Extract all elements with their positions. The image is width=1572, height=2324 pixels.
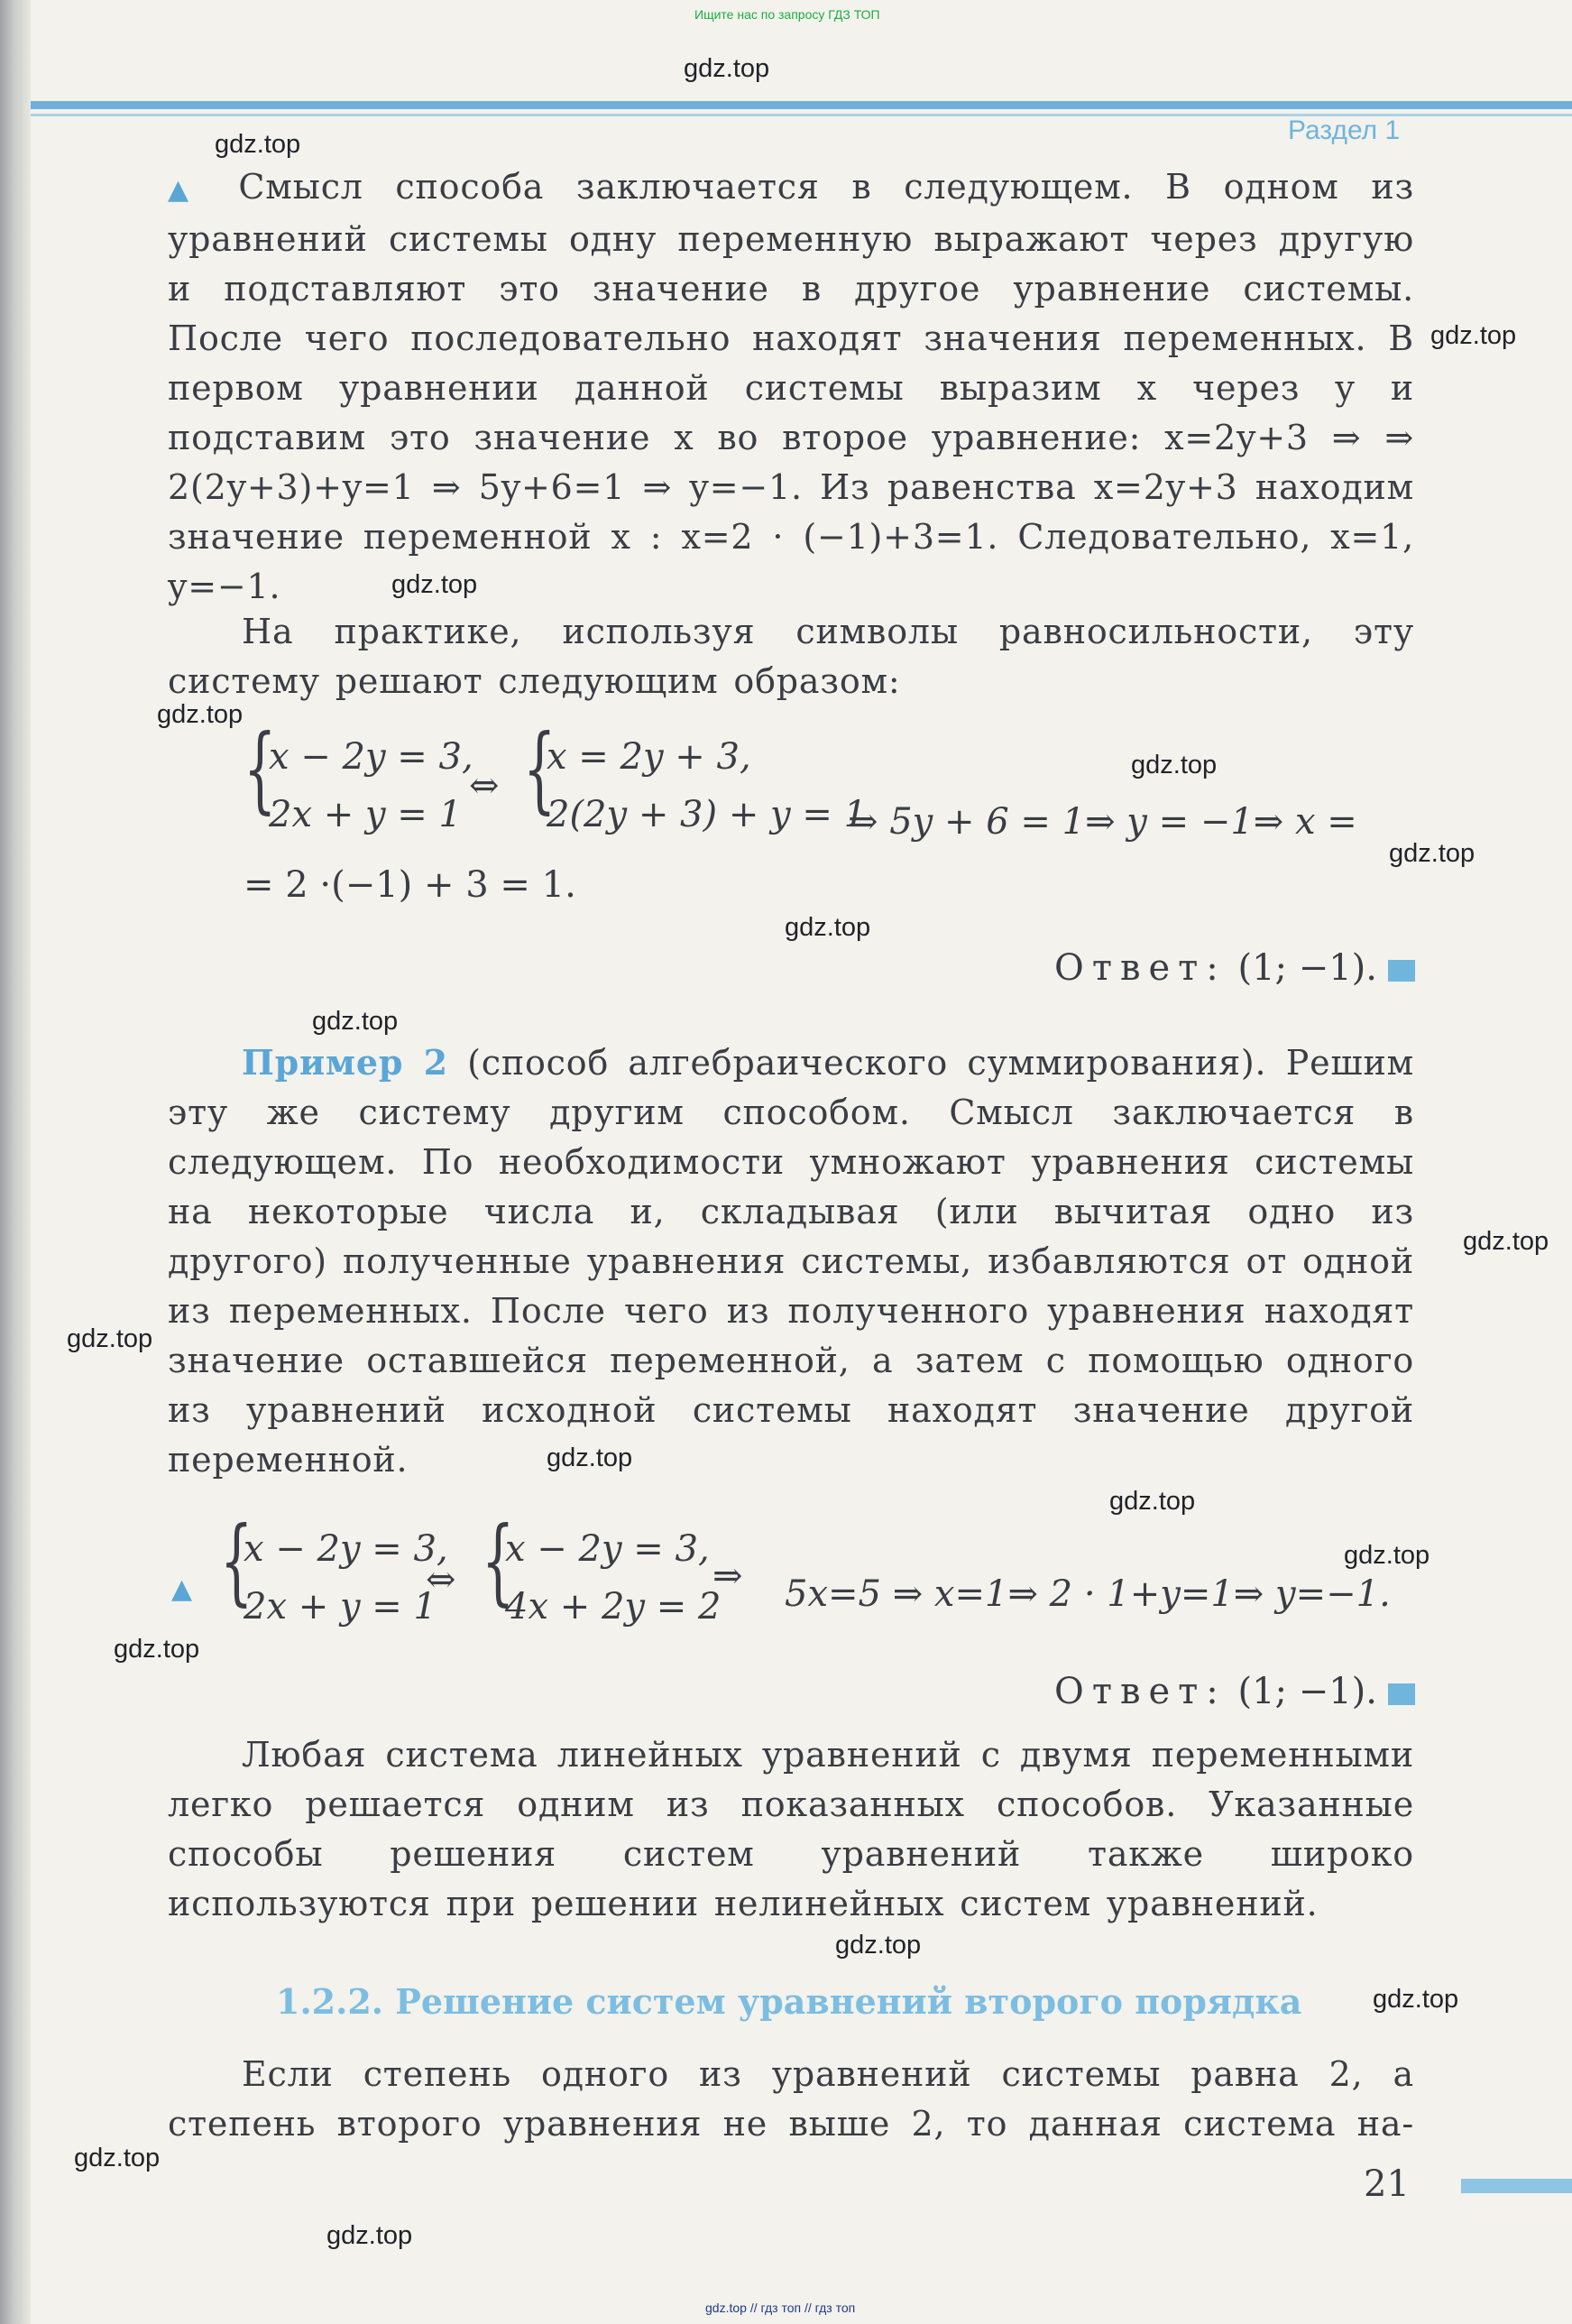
- paragraph-5-text: Если степень одного из уравнений системы равна 2, а степень второго уравнения не выше 2, то данная система на-: [168, 2054, 1414, 2144]
- top-notice: Ищите нас по запросу ГДЗ ТОП: [694, 7, 880, 22]
- left-brace-icon: {: [244, 714, 277, 824]
- answer-label: Ответ:: [1054, 947, 1227, 989]
- paragraph-5: [168, 2050, 1414, 2149]
- watermark: gdz.top: [74, 2144, 161, 2172]
- watermark: gdz.top: [684, 54, 770, 83]
- paragraph-3: [168, 1038, 1414, 1485]
- paragraph-3-text: (способ алгебраического суммирования). Решим эту же систему другим способом. Смысл заключается в следующем. По необходимости умножают уравнения системы на некоторые числа и, складывая (или вычитая одно из другого) полученные уравнения системы, избавляются от одной из переменных. После чего из полученного уравнения находят значение оставшейся переменной, а затем с помощью одного из уравнений исходной системы находят значение другой переменной.: [168, 1043, 1414, 1480]
- paragraph-2: [168, 607, 1414, 706]
- paragraph-4: [168, 1730, 1414, 1929]
- system3-equation-1: x − 2y = 3,: [244, 1528, 448, 1570]
- watermark: gdz.top: [1389, 839, 1475, 868]
- watermark: gdz.top: [1463, 1227, 1549, 1256]
- answer-1: [1054, 947, 1415, 989]
- left-brace-icon: {: [523, 714, 556, 824]
- book-binding-shadow: [0, 0, 31, 2324]
- watermark: gdz.top: [326, 2221, 413, 2250]
- equation-system-1: [244, 714, 1434, 909]
- example-2-label: Пример 2: [242, 1042, 448, 1083]
- answer-2: [1054, 1671, 1415, 1712]
- watermark: gdz.top: [67, 1324, 153, 1353]
- header-rule: [31, 101, 1572, 109]
- equivalence-symbol: ⇔: [426, 1559, 456, 1600]
- paragraph-4-text: Любая система линейных уравнений с двумя переменными легко решается одним из показанных способов. Указанные способы решения систем уравнений также широко используются при решении нелинейных систем уравнений.: [168, 1735, 1414, 1923]
- end-of-solution-icon: [1388, 960, 1415, 982]
- left-brace-icon: {: [482, 1506, 515, 1616]
- footer-rule: [1461, 2179, 1572, 2193]
- paragraph-2-text: На практике, используя символы равносильности, эту систему решают следующим образом:: [168, 612, 1414, 701]
- watermark: gdz.top: [1373, 1985, 1459, 2014]
- watermark: gdz.top: [312, 1007, 399, 1036]
- watermark: gdz.top: [114, 1635, 200, 1664]
- answer-value: (1; −1).: [1237, 947, 1377, 989]
- watermark: gdz.top: [547, 1443, 633, 1472]
- solution-chain-2: 5x=5 ⇒ x=1⇒ 2 · 1+y=1⇒ y=−1.: [785, 1573, 1391, 1615]
- watermark: gdz.top: [391, 570, 478, 599]
- system4-equation-2: 4x + 2y = 2: [505, 1586, 722, 1628]
- solution-line-2: = 2 ·(−1) + 3 = 1.: [244, 864, 576, 906]
- subsection-heading: 1.2.2. Решение систем уравнений второго порядка: [276, 1981, 1302, 2022]
- page-number: 21: [1364, 2163, 1410, 2205]
- system4-equation-1: x − 2y = 3,: [505, 1528, 710, 1570]
- equation-system-2: [171, 1506, 1416, 1640]
- triangle-marker-icon: ▲: [168, 174, 207, 206]
- watermark: gdz.top: [785, 913, 871, 942]
- solution-chain: ⇒ 5y + 6 = 1⇒ y = −1⇒ x =: [848, 801, 1357, 843]
- watermark: gdz.top: [1109, 1487, 1196, 1516]
- system2-equation-2: 2(2y + 3) + y = 1: [547, 794, 868, 835]
- answer-label: Ответ:: [1054, 1671, 1227, 1712]
- left-brace-icon: {: [220, 1506, 253, 1616]
- paragraph-1: [168, 162, 1414, 612]
- watermark: gdz.top: [157, 700, 244, 729]
- implication-arrow: ⇒: [712, 1555, 743, 1597]
- system2-equation-1: x = 2y + 3,: [547, 736, 751, 778]
- end-of-solution-icon: [1388, 1683, 1415, 1705]
- system3-equation-2: 2x + y = 1: [244, 1586, 437, 1628]
- bottom-links: gdz.top // гдз топ // гдз топ: [705, 2301, 856, 2315]
- answer-value: (1; −1).: [1237, 1671, 1377, 1712]
- triangle-marker-icon: ▲: [171, 1573, 193, 1605]
- system1-equation-2: 2x + y = 1: [269, 794, 462, 835]
- watermark: gdz.top: [835, 1931, 922, 1960]
- paragraph-1-text: Смысл способа заключается в следующем. В одном из уравнений системы одну переменную выражают через другую и подставляют это значение в другое уравнение системы. После чего последовательно находят значения переменных. В первом уравнении данной системы выразим x через y и подставим это значение x во второе уравнение: x=2y+3 ⇒ ⇒ 2(2y+3)+y=1 ⇒ 5y+6=1 ⇒ y=−1. Из равенства x=2y+3 находим значение переменной x : x=2 · (−1)+3=1. Следовательно, x=1, y=−1.: [168, 167, 1414, 606]
- watermark: gdz.top: [1430, 321, 1517, 350]
- equivalence-symbol: ⇔: [469, 765, 500, 807]
- system1-equation-1: x − 2y = 3,: [269, 736, 473, 778]
- watermark: gdz.top: [1131, 751, 1218, 779]
- watermark: gdz.top: [1344, 1541, 1430, 1570]
- section-label: Раздел 1: [1288, 115, 1401, 145]
- watermark: gdz.top: [215, 130, 301, 159]
